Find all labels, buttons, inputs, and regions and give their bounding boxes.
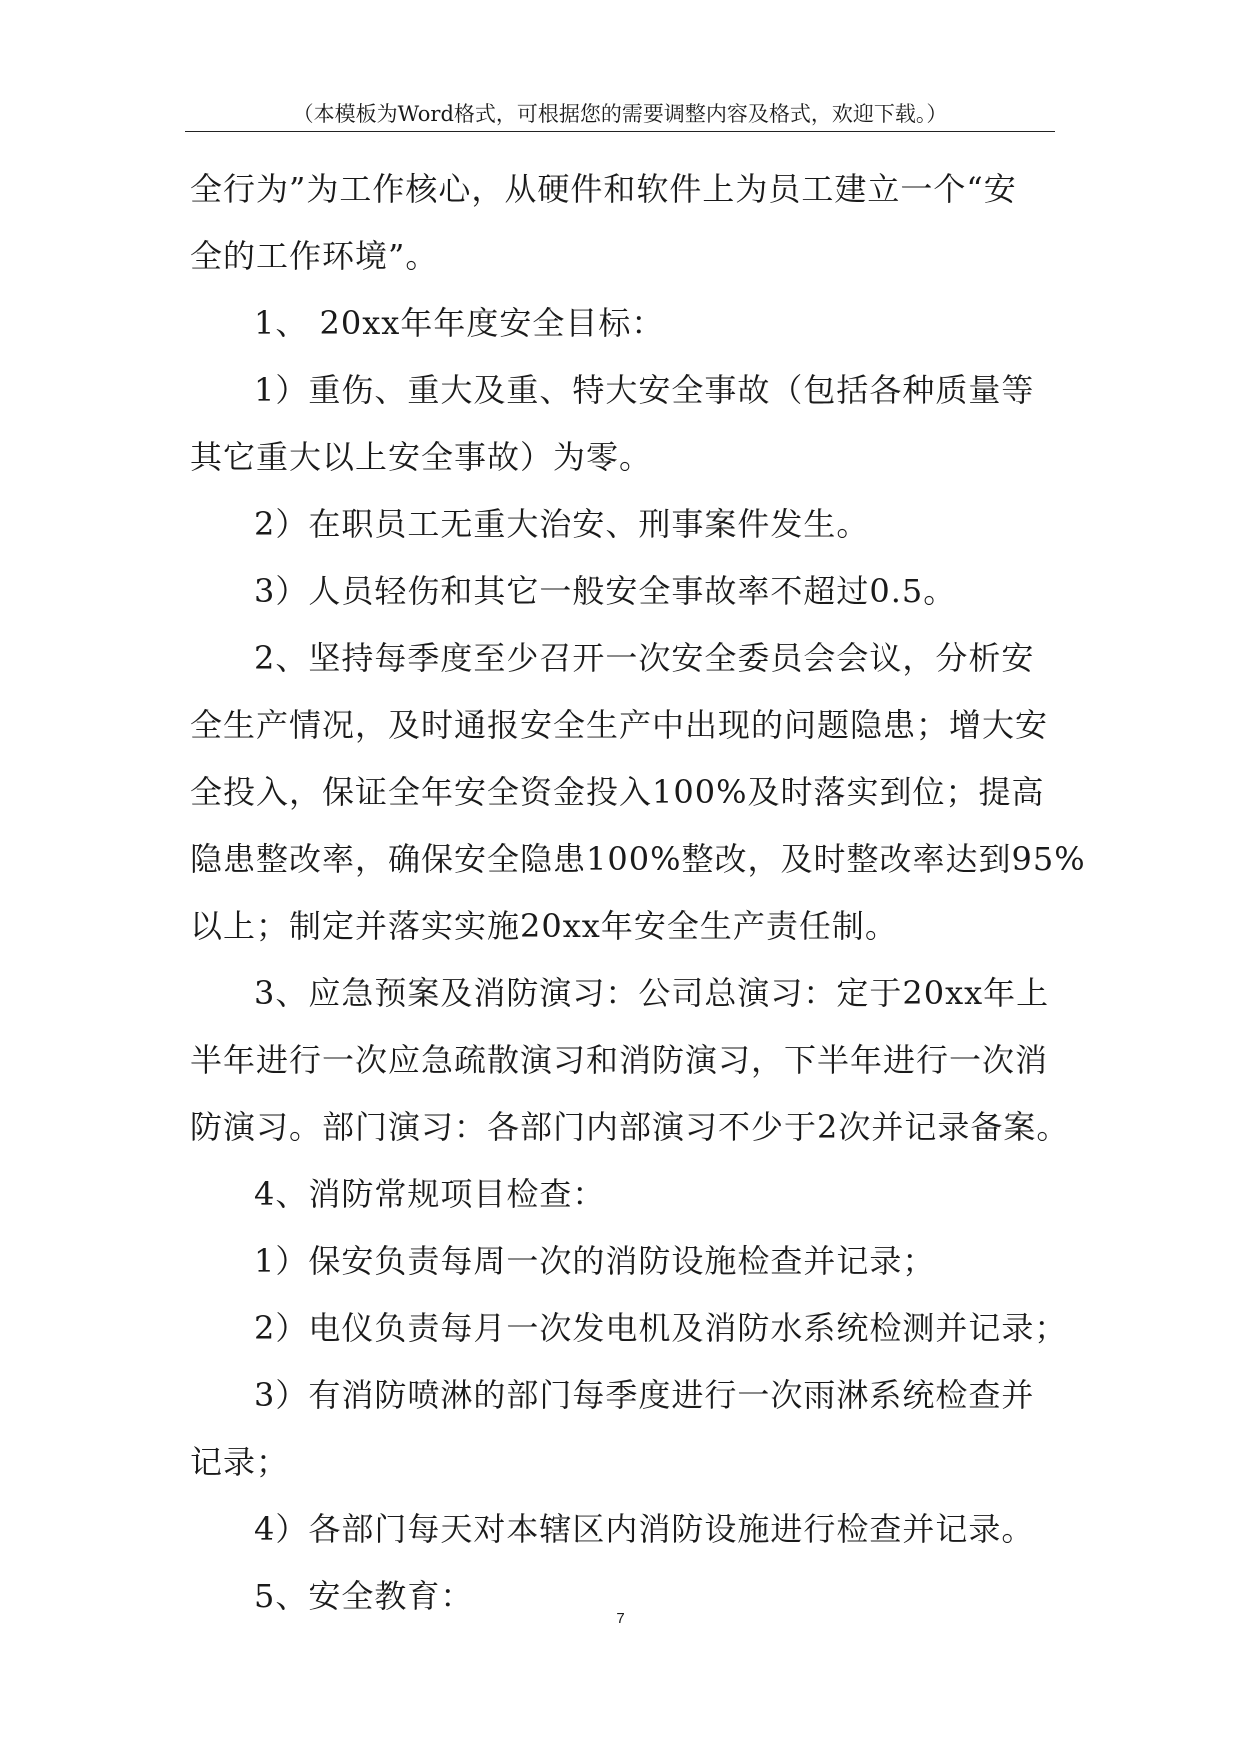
paragraph-line: 1、 20xx年年度安全目标： [254,304,665,342]
paragraph-line: 3、应急预案及消防演习：公司总演习：定于20xx年上 [254,974,1050,1012]
document-body [190,156,1086,1630]
header-divider [185,131,1055,132]
paragraph-line: 1）保安负责每周一次的消防设施检查并记录； [254,1242,936,1280]
paragraph-line: 2、坚持每季度至少召开一次安全委员会会议，分析安 [254,639,1035,677]
paragraph-line: 全的工作环境”。 [190,237,439,275]
paragraph-line: 3）人员轻伤和其它一般安全事故率不超过0.5。 [254,572,957,610]
paragraph-line: 4）各部门每天对本辖区内消防设施进行检查并记录。 [254,1510,1035,1548]
paragraph-line: 记录； [190,1443,290,1481]
page-number: 7 [616,1610,625,1627]
paragraph-line: 5、安全教育： [254,1577,474,1615]
paragraph-line: 防演习。部门演习：各部门内部演习不少于2次并记录备案。 [190,1108,1070,1146]
paragraph-line: 全行为”为工作核心，从硬件和软件上为员工建立一个“安 [190,170,1017,208]
header-note: （本模板为Word格式，可根据您的需要调整内容及格式，欢迎下载。） [292,102,948,126]
paragraph-line: 其它重大以上安全事故）为零。 [190,438,653,476]
paragraph-line: 1）重伤、重大及重、特大安全事故（包括各种质量等 [254,371,1035,409]
paragraph-line: 半年进行一次应急疏散演习和消防演习，下半年进行一次消 [190,1041,1049,1079]
paragraph-line: 3）有消防喷淋的部门每季度进行一次雨淋系统检查并 [254,1376,1035,1414]
paragraph-line: 2）在职员工无重大治安、刑事案件发生。 [254,505,870,543]
paragraph-line: 以上；制定并落实实施20xx年安全生产责任制。 [190,907,898,945]
paragraph-line: 全投入，保证全年安全资金投入100%及时落实到位；提高 [190,773,1045,811]
paragraph-line: 全生产情况，及时通报安全生产中出现的问题隐患；增大安 [190,706,1049,744]
paragraph-line: 4、消防常规项目检查： [254,1175,606,1213]
paragraph-line: 2）电仪负责每月一次发电机及消防水系统检测并记录； [254,1309,1068,1347]
paragraph-line: 隐患整改率，确保安全隐患100%整改，及时整改率达到95% [190,840,1086,878]
